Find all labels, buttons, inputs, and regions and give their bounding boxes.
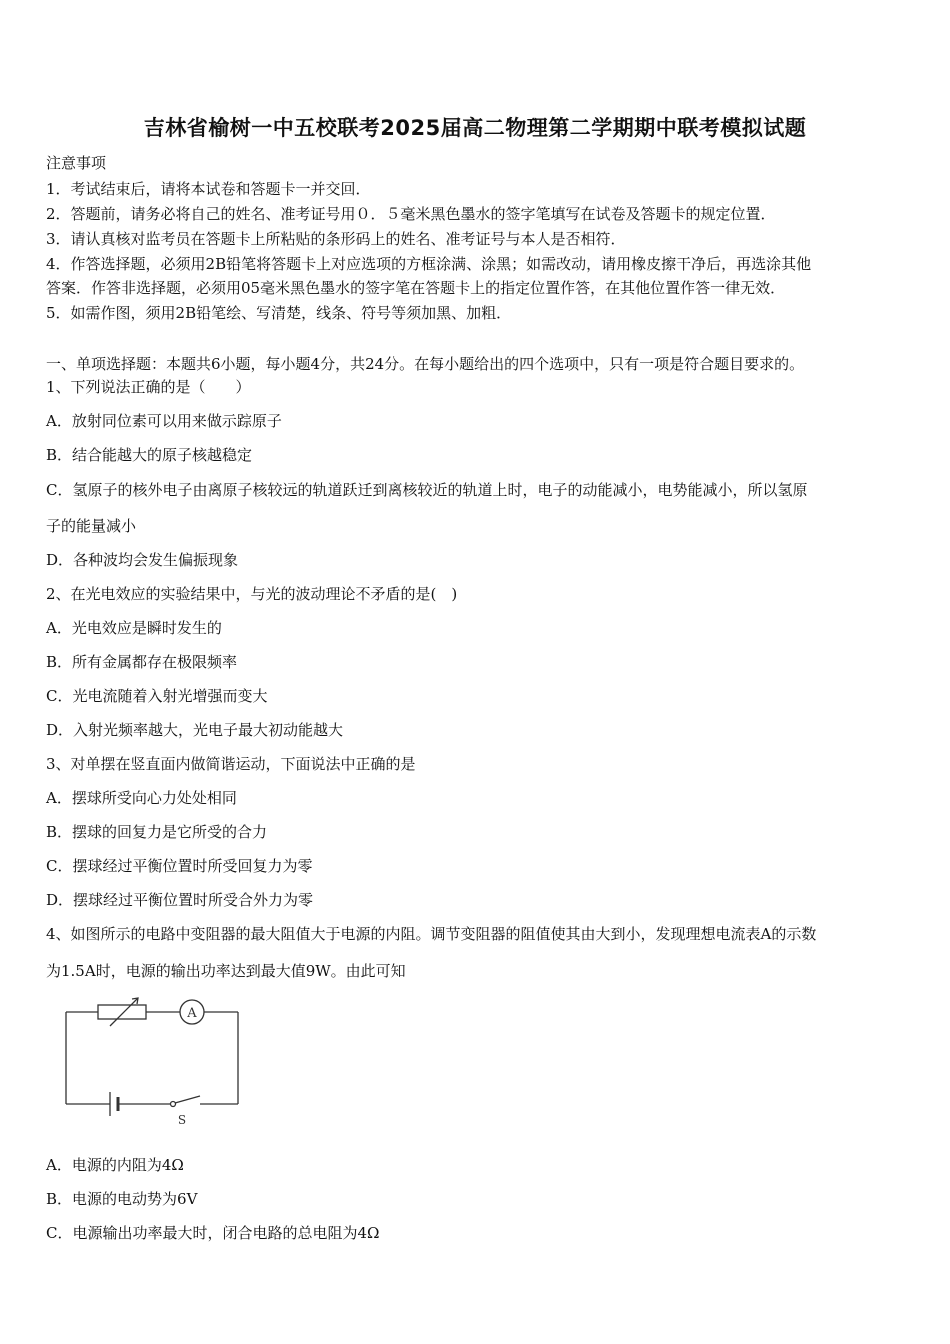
notice-heading: 注意事项 bbox=[46, 154, 107, 172]
switch-label: S bbox=[177, 1113, 187, 1127]
circuit-diagram bbox=[58, 996, 258, 1131]
notice-item: 3．请认真核对监考员在答题卡上所粘贴的条形码上的姓名、准考证号与本人是否相符． bbox=[46, 230, 626, 248]
page-title: 吉林省榆树一中五校联考2025届高二物理第二学期期中联考模拟试题 bbox=[143, 116, 807, 140]
ammeter-label: A bbox=[187, 1006, 197, 1021]
notice-item: 答案．作答非选择题，必须用05毫米黑色墨水的签字笔在答题卡上的指定位置作答，在其他位置作答一律无效． bbox=[46, 279, 786, 297]
question-4-option-b: B．电源的电动势为6V bbox=[46, 1190, 198, 1208]
question-3-option-d: D．摆球经过平衡位置时所受合外力为零 bbox=[46, 891, 314, 909]
question-2-option-c: C．光电流随着入射光增强而变大 bbox=[46, 687, 268, 705]
question-4-stem: 4、如图所示的电路中变阻器的最大阻值大于电源的内阻。调节变阻器的阻值使其由大到小，发现理想电流表A的示数 bbox=[46, 925, 817, 943]
notice-item: 1．考试结束后，请将本试卷和答题卡一并交回． bbox=[46, 180, 371, 198]
question-4-option-a: A．电源的内阻为4Ω bbox=[46, 1156, 184, 1174]
notice-item: 5．如需作图，须用2B铅笔绘、写清楚，线条、符号等须加黑、加粗． bbox=[46, 304, 512, 322]
question-3-option-a: A．摆球所受向心力处处相同 bbox=[46, 789, 237, 807]
question-1-option-b: B．结合能越大的原子核越稳定 bbox=[46, 446, 253, 464]
section-heading: 一、单项选择题：本题共6小题，每小题4分，共24分。在每小题给出的四个选项中，只有一项是符合题目要求的。 bbox=[46, 355, 805, 373]
question-4-stem-cont: 为1.5A时，电源的输出功率达到最大值9W。由此可知 bbox=[46, 962, 406, 980]
notice-item: 4．作答选择题，必须用2B铅笔将答题卡上对应选项的方框涂满、涂黑；如需改动，请用橡皮擦干净后，再选涂其他 bbox=[46, 255, 812, 273]
question-4-option-c: C．电源输出功率最大时，闭合电路的总电阻为4Ω bbox=[46, 1224, 380, 1242]
question-1-option-c-cont: 子的能量减小 bbox=[46, 517, 137, 535]
question-1-option-d: D．各种波均会发生偏振现象 bbox=[46, 551, 239, 569]
question-1-option-a: A．放射同位素可以用来做示踪原子 bbox=[46, 412, 282, 430]
question-2-option-b: B．所有金属都存在极限频率 bbox=[46, 653, 238, 671]
question-2-stem: 2、在光电效应的实验结果中，与光的波动理论不矛盾的是( ) bbox=[46, 585, 458, 603]
question-3-option-c: C．摆球经过平衡位置时所受回复力为零 bbox=[46, 857, 313, 875]
switch-icon bbox=[171, 1102, 176, 1107]
question-2-option-a: A．光电效应是瞬时发生的 bbox=[46, 619, 222, 637]
question-1-stem: 1、下列说法正确的是（ ） bbox=[46, 378, 251, 396]
question-3-option-b: B．摆球的回复力是它所受的合力 bbox=[46, 823, 268, 841]
question-2-option-d: D．入射光频率越大，光电子最大初动能越大 bbox=[46, 721, 344, 739]
notice-item: 2．答题前，请务必将自己的姓名、准考证号用０．５毫米黑色墨水的签字笔填写在试卷及答题卡的规定位置． bbox=[46, 205, 776, 223]
question-1-option-c: C．氢原子的核外电子由离原子核较远的轨道跃迁到离核较近的轨道上时，电子的动能减小，电势能减小，所以氢原 bbox=[46, 481, 808, 499]
rheostat-icon bbox=[98, 1005, 146, 1019]
question-3-stem: 3、对单摆在竖直面内做简谐运动，下面说法中正确的是 bbox=[46, 755, 416, 773]
